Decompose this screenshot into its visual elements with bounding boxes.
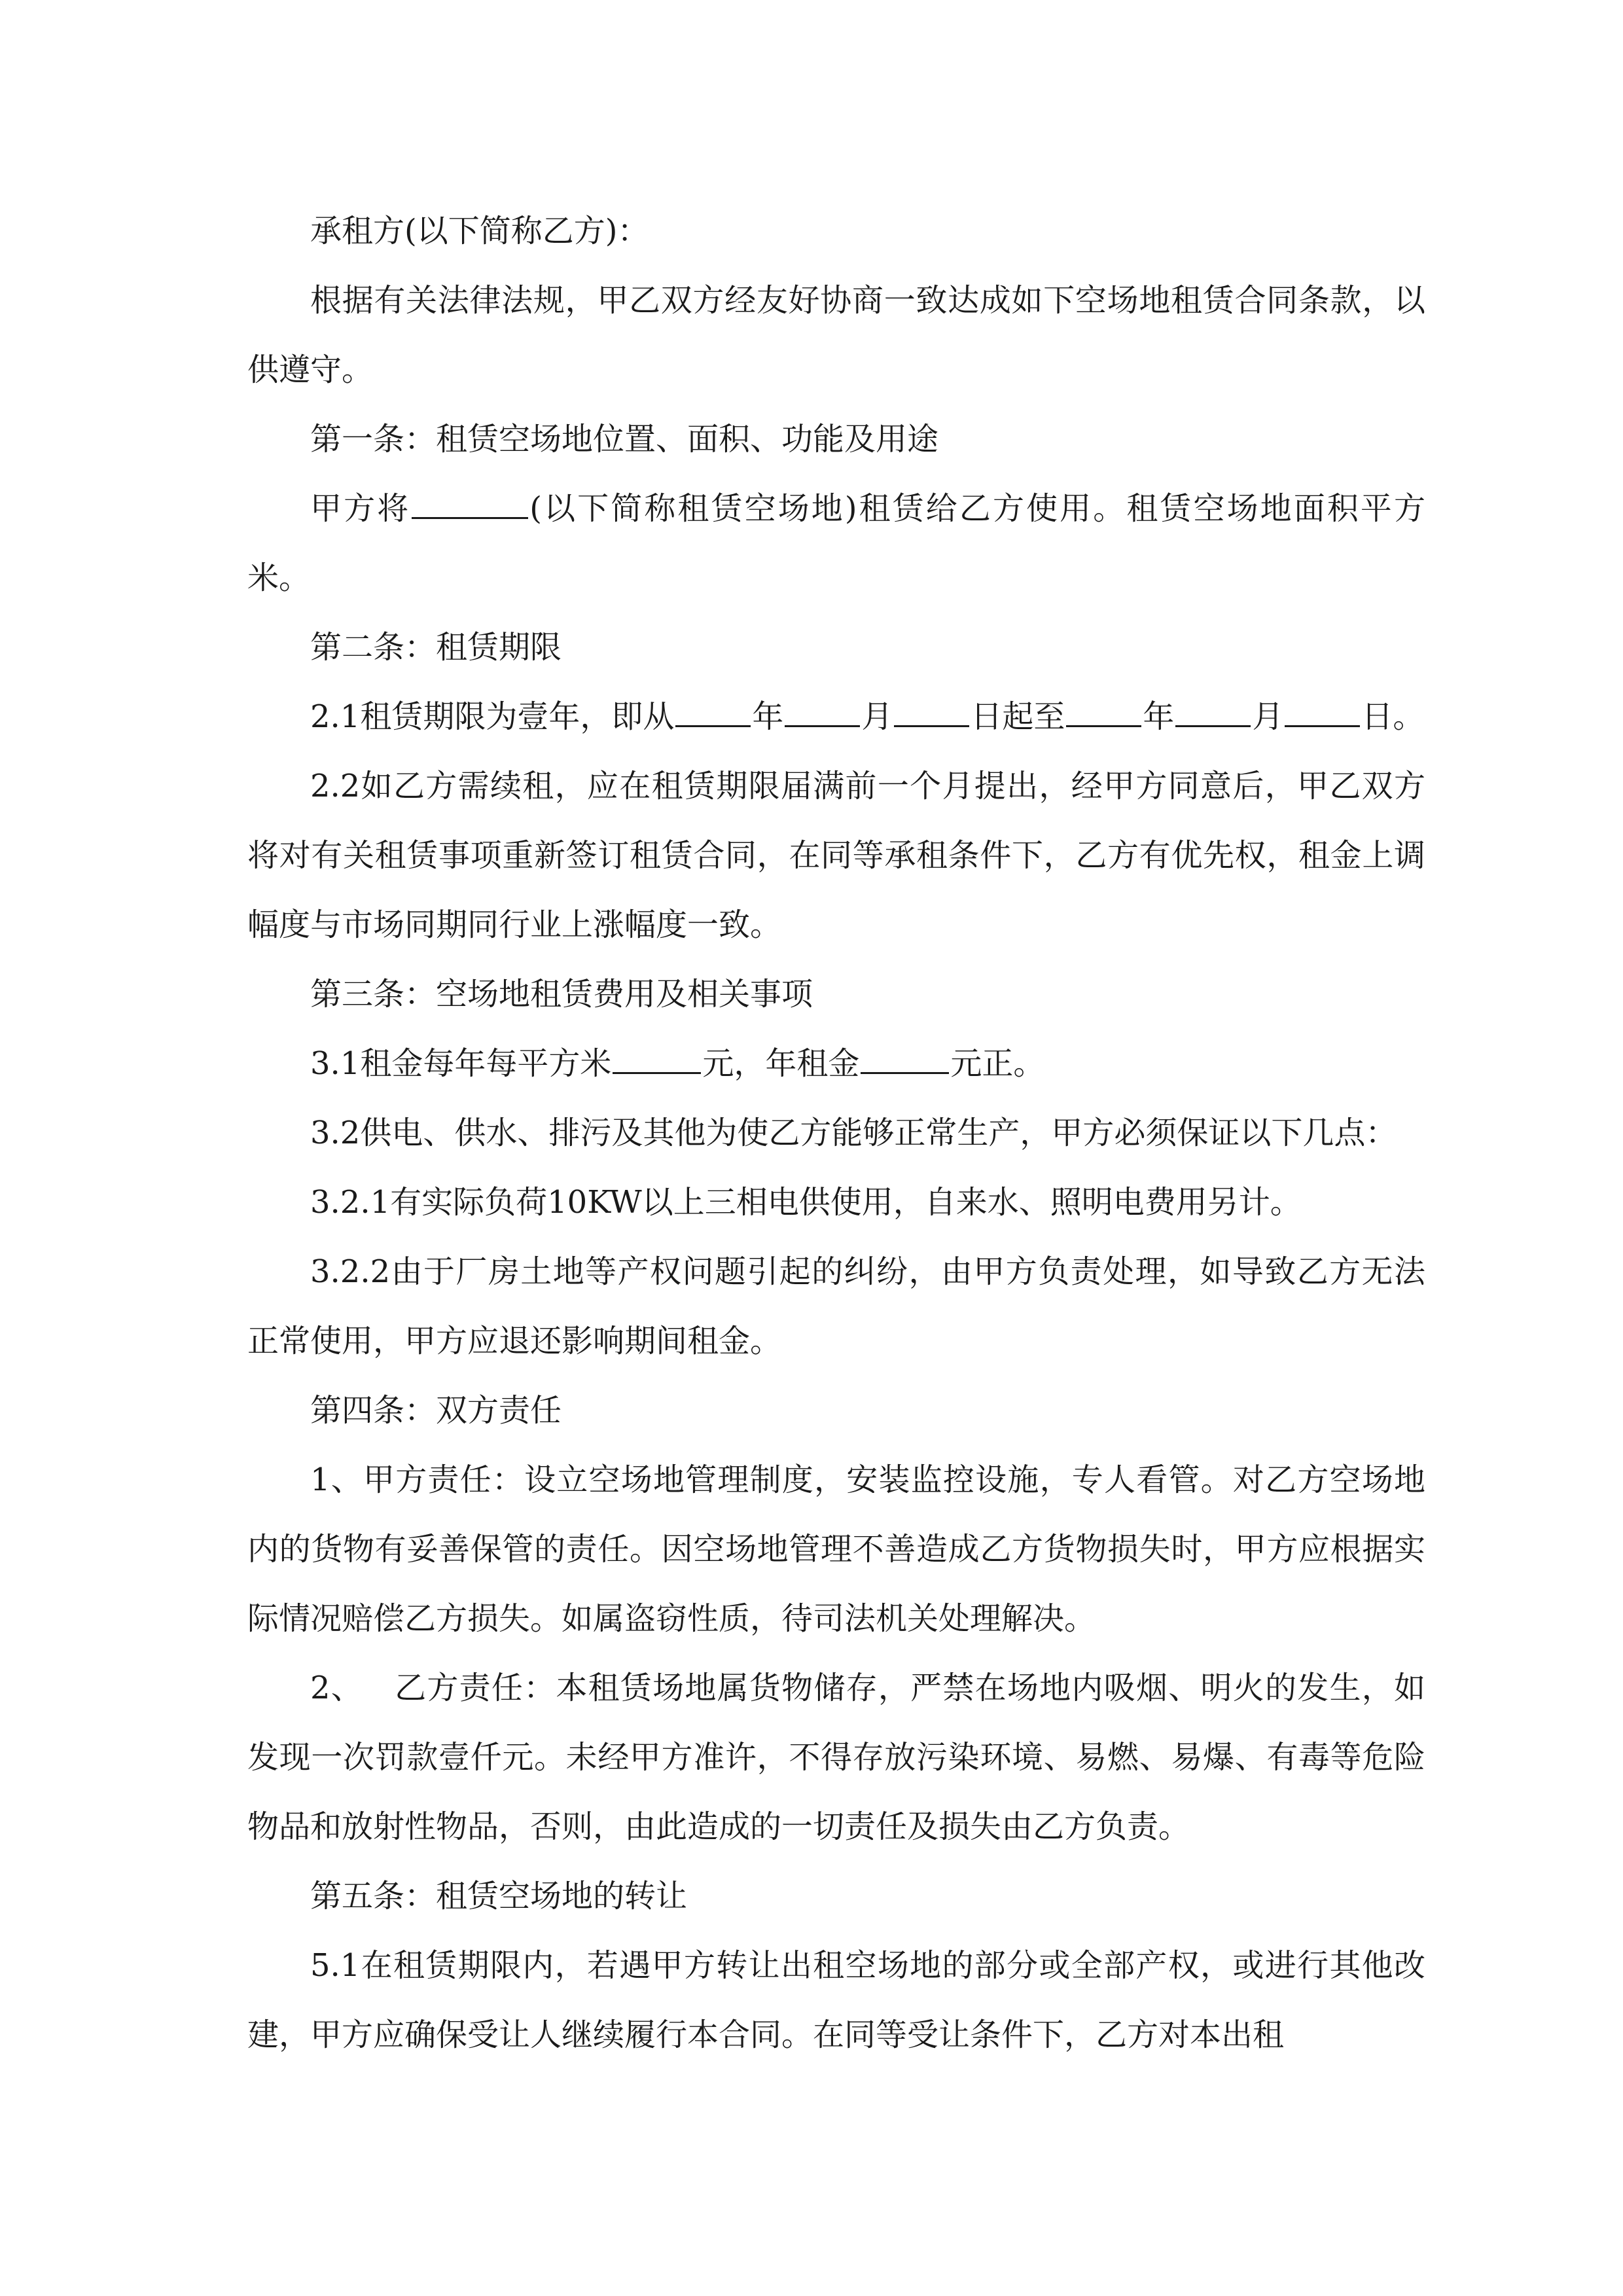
clause-4-1 — [247, 1445, 1425, 1653]
clause-3-2-text: 3.2供电、供水、排污及其他为使乙方能够正常生产，甲方必须保证以下几点： — [310, 1115, 1397, 1151]
rent-per-sqm-blank — [613, 1041, 701, 1074]
article-4-title-text: 第四条：双方责任 — [310, 1392, 562, 1429]
lessee-text: 承租方(以下简称乙方)： — [310, 213, 649, 249]
clause-2-1-year2: 年 — [1143, 698, 1175, 735]
clause-3-1 — [247, 1029, 1425, 1098]
start-year-blank — [675, 694, 751, 727]
clause-3-2 — [247, 1098, 1425, 1168]
clause-3-2-2-text: 3.2.2由于厂房土地等产权问题引起的纠纷，由甲方负责处理，如导致乙方无法正常使用，甲方应退还影响期间租金。 — [247, 1253, 1425, 1359]
article-3-title-text: 第三条：空场地租赁费用及相关事项 — [310, 976, 813, 1013]
clause-2-1 — [247, 682, 1425, 751]
clause-5-1-text: 5.1在租赁期限内，若遇甲方转让出租空场地的部分或全部产权，或进行其他改建，甲方应确保受让人继续履行本合同。在同等受让条件下，乙方对本出租 — [247, 1947, 1425, 2053]
clause-2-2 — [247, 751, 1425, 960]
start-month-blank — [785, 694, 860, 727]
start-day-blank — [894, 694, 969, 727]
location-blank — [412, 486, 528, 519]
article-1-paragraph — [247, 474, 1425, 613]
end-day-blank — [1285, 694, 1360, 727]
article-1-text-b: (以下简称租赁空场地)租赁给乙方使用。租赁空场地面积平方米。 — [247, 490, 1425, 596]
clause-2-1-text: 2.1租赁期限为壹年，即从 — [310, 698, 675, 735]
annual-rent-blank — [861, 1041, 949, 1074]
clause-2-1-day2: 日。 — [1361, 698, 1425, 735]
clause-5-1 — [247, 1931, 1425, 2070]
end-month-blank — [1175, 694, 1251, 727]
clause-2-1-month2: 月 — [1252, 698, 1284, 735]
article-4-title — [247, 1376, 1425, 1445]
end-year-blank — [1066, 694, 1141, 727]
clause-4-2-text: 乙方责任：本租赁场地属货物储存，严禁在场地内吸烟、明火的发生，如发现一次罚款壹仟元。未经甲方准许，不得存放污染环境、易燃、易爆、有毒等危险物品和放射性物品，否则，由此造成的一切责任及损失由乙方负责。 — [247, 1670, 1425, 1845]
clause-3-1-text-b: 元，年租金 — [702, 1045, 860, 1082]
article-5-title-text: 第五条：租赁空场地的转让 — [310, 1878, 688, 1914]
clause-2-1-year1: 年 — [752, 698, 784, 735]
article-1-title-text: 第一条：租赁空场地位置、面积、功能及用途 — [310, 421, 939, 457]
clause-4-1-text: 1、甲方责任：设立空场地管理制度，安装监控设施，专人看管。对乙方空场地内的货物有妥善保管的责任。因空场地管理不善造成乙方货物损失时，甲方应根据实际情况赔偿乙方损失。如属盗窃性质，待司法机关处理解决。 — [247, 1462, 1425, 1637]
clause-3-2-1-text: 3.2.1有实际负荷10KW以上三相电供使用，自来水、照明电费用另计。 — [310, 1184, 1302, 1221]
article-1-title — [247, 404, 1425, 474]
clause-3-2-2 — [247, 1237, 1425, 1376]
clause-3-2-1 — [247, 1168, 1425, 1237]
article-1-text-a: 甲方将 — [310, 490, 411, 527]
clause-2-1-month1: 月 — [861, 698, 893, 735]
clause-3-1-text-a: 3.1租金每年每平方米 — [310, 1045, 612, 1082]
article-2-title-text: 第二条：租赁期限 — [310, 629, 562, 666]
contract-body — [247, 196, 1425, 2070]
clause-4-2 — [247, 1653, 1425, 1861]
lessee-line — [247, 196, 1425, 266]
intro-paragraph — [247, 266, 1425, 404]
clause-4-2-number: 2、 — [310, 1670, 364, 1706]
article-5-title — [247, 1861, 1425, 1931]
clause-2-2-text: 2.2如乙方需续租，应在租赁期限届满前一个月提出，经甲方同意后，甲乙双方将对有关租赁事项重新签订租赁合同，在同等承租条件下，乙方有优先权，租金上调幅度与市场同期同行业上涨幅度一致。 — [247, 768, 1425, 943]
clause-2-1-day1: 日起至 — [971, 698, 1065, 735]
article-3-title — [247, 960, 1425, 1029]
article-2-title — [247, 613, 1425, 682]
clause-3-1-text-c: 元正。 — [950, 1045, 1045, 1082]
intro-text: 根据有关法律法规，甲乙双方经友好协商一致达成如下空场地租赁合同条款，以供遵守。 — [247, 282, 1425, 388]
